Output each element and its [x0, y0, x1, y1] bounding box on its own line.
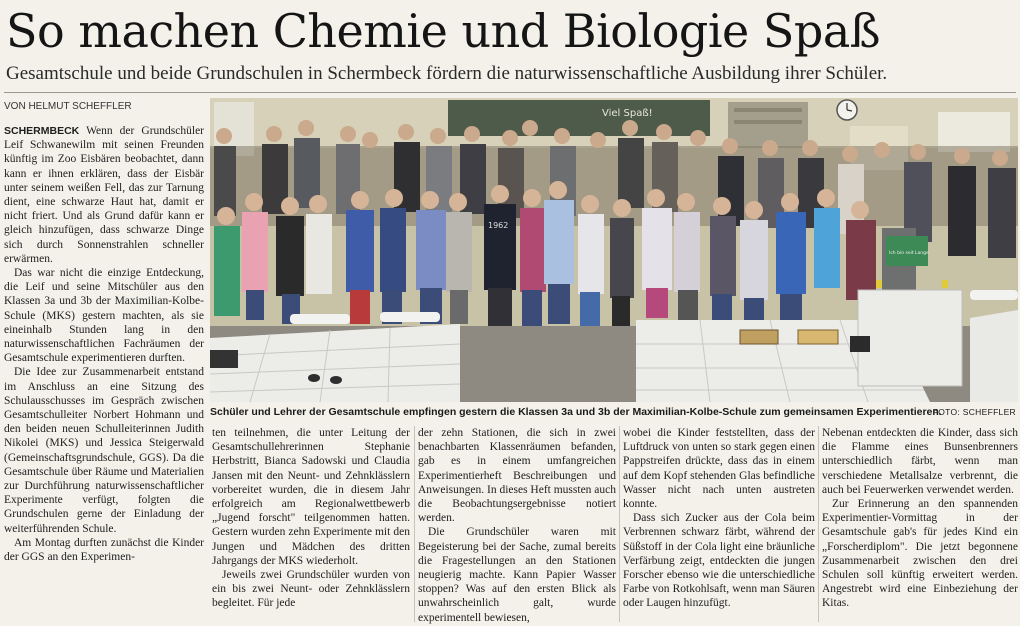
paragraph: ten teilnehmen, die unter Leitung der Gesamtschullehrerinnen Stephanie Herbstritt, Bianca Sadowski und Claudia Jansen mit den Neunt- und Zehnklässlern vorbereitet wurden, die in diesem Jahr erfolgreich am Regionalwettbewerb „Jugend forscht" teilgenommen hatten. Gestern wurden zehn Experimente mit den Jungen und Mädchen des dritten Jahrgangs der MKS wiederholt.	[212, 427, 410, 567]
article-column-3	[418, 426, 616, 624]
article-column-5	[822, 426, 1018, 624]
classroom-photo-illustration	[210, 98, 1018, 402]
chalkboard-text: Viel Spaß!	[602, 108, 653, 119]
paragraph: Das war nicht die einzige Entdeckung, die Leif und seine Mitschüler aus den Klassen 3a und 3b der Maximilian-Kolbe-Schule (MKS) gestern machten, als sie eineinhalb Stunden lang in den naturwissenschaftlichen Fachräumen der Gesamtschule experimentieren durften.	[4, 267, 204, 365]
paragraph: Zur Erinnerung an den spannenden Experimentier-Vormittag in der Gesamtschule gab's für jedes Kind ein „Forscherdiplom". Die jetzt begonnene Zusammenarbeit zwischen den drei Schulen soll künftig erweitert werden. Angestrebt wird eine Einbeziehung der Kitas.	[822, 498, 1018, 610]
subheadline: Gesamtschule und beide Grundschulen in Schermbeck fördern die naturwissenschaftliche Ausbildung ihrer Schüler.	[6, 63, 888, 84]
green-sign-text: Ich bin seit Lange	[889, 251, 929, 256]
paragraph: Dass sich Zucker aus der Cola beim Verbrennen schwarz färbt, während der Süßstoff in der Cola light eine bräunliche Verfärbung zeigt, entdeckten die jungen Forscher ebenso wie die unterschiedliche Farbe von Rotkohlsaft, wenn man Säuren oder Laugen hinzufügt.	[623, 512, 815, 610]
headline: So machen Chemie und Biologie Spaß	[6, 4, 881, 58]
article-photo	[210, 98, 1018, 402]
column-divider	[414, 426, 415, 622]
column-divider	[619, 426, 620, 622]
photo-caption	[210, 404, 1018, 422]
column-divider	[818, 426, 819, 622]
article-column-2	[212, 426, 410, 624]
paragraph: Jeweils zwei Grundschüler wurden von ein bis zwei Neunt- oder Zehnklässlern begleitet. Für jede	[212, 569, 410, 610]
header-rule	[4, 92, 1016, 93]
paragraph: Nebenan entdeckten die Kinder, dass sich die Flamme eines Bunsenbrenners unterschiedlich färbt, wenn man verschiedene Metallsalze verbrennt, die auch bei Feuerwerken verwendet werden.	[822, 427, 1018, 496]
paragraph: der zehn Stationen, die sich in zwei benachbarten Klassenräumen befanden, gab es in einem umfangreichen Experimentierheft Beschreibungen und Anweisungen. In dieses Heft mussten auch die Beobachtungsergebnisse notiert werden.	[418, 427, 616, 525]
article-column-4	[623, 426, 815, 624]
shirt-print: 1962	[488, 221, 509, 230]
photo-credit: FOTO: SCHEFFLER	[932, 407, 1016, 417]
paragraph: Die Idee zur Zusammenarbeit entstand im Anschluss an eine Sitzung des Schulausschusses im Gespräch zwischen Gesamtschulleiter Norbert Hohmann und den beiden neuen Schulleiterinnen Judith Nikolei (MKS) und Jessica Steigerwald (Gemeinschaftsgrundschule, GGS). Da die Gesamtschule über Räume und Materialien zur Durchführung naturwissenschaftlicher Experimente verfügt, folgten die Grundschulen gerne der Einladung der weiterführenden Schule.	[4, 366, 204, 535]
paragraph: wobei die Kinder feststellten, dass der Luftdruck von unten so stark gegen einen Pappstreifen drückte, dass das in einem auf dem Kopf stehenden Glas befindliche Wasser nicht nach unten austreten konnte.	[623, 427, 815, 511]
caption-text: Schüler und Lehrer der Gesamtschule empfingen gestern die Klassen 3a und 3b der Maximilian-Kolbe-Schule zum gemeinsamen Experimentieren.	[210, 406, 942, 418]
article-column-1	[4, 124, 204, 624]
location-dateline: SCHERMBECK	[4, 125, 80, 137]
paragraph: SCHERMBECK Wenn der Grundschüler Leif Schwanewilm mit seinen Freunden künftig im Zoo Eisbären beobachtet, dann kann er ihnen erklären, dass der Eisbär unter seinem weißen Fell, das zur Tarnung dient, eine schwarze Haut hat, damit er nicht friert. Und als Grund dafür kann er gleich hinzufügen, dass schwarze Dinge sich durch Sonnenstrahlen schneller erwärmen.	[4, 125, 204, 265]
paragraph: Am Montag durften zunächst die Kinder der GGS an den Experimen-	[4, 536, 204, 564]
paragraph: Die Grundschüler waren mit Begeisterung bei der Sache, zumal bereits die Fragestellungen an den Stationen neugierig machte. Kann Papier Wasser stoppen? Was auf den ersten Blick als unwahrscheinlich galt, wurde experimentell bewiesen,	[418, 526, 616, 624]
byline: VON HELMUT SCHEFFLER	[4, 101, 132, 112]
